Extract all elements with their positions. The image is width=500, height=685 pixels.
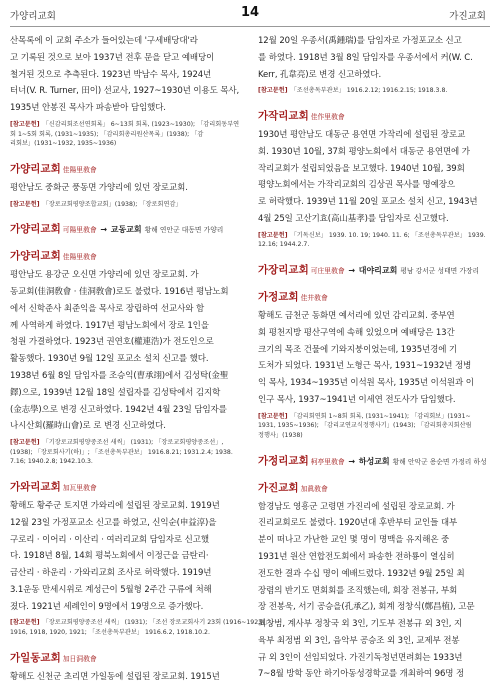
note-line: 12.16; 1944.2.7.: [258, 241, 310, 249]
entry-title-hanja: 佳陽里敎會: [62, 165, 97, 174]
text-line: 1930년 평안남도 대동군 용연면 가작리에 설립된 장로교: [258, 129, 466, 140]
cross-reference: 대야리교회: [358, 265, 398, 275]
text-line: 장렴의 반기도 면회회를 조직했는데, 회장 전봉규, 부회: [258, 585, 458, 596]
reference-note: [258, 231, 490, 250]
text-line: 산목록에 이 교회 주소가 들어있는데 '구세배당대'라: [10, 36, 198, 46]
cross-reference-location: 황해 안악군 용순면 가정리 하성: [392, 457, 487, 466]
reference-tag: [참고문헌]: [10, 120, 40, 128]
text-line: 다. 1918년 8월, 14회 평북노회에서 이정근을 금탄리·: [10, 551, 209, 562]
left-column: [10, 33, 273, 682]
continued-paragraph: [10, 33, 240, 117]
text-line: 육부 최정범 외 3인, 음악부 공승조 외 3인, 교제부 전봉: [258, 635, 460, 646]
text-line: 회. 1930년 10월, 37회 평양노회에서 대동군 용연면에 가: [258, 146, 470, 157]
note-line: 「감리회연회 1~8회 회록, (1931~1941); 「감리회보」(1931~: [290, 412, 471, 420]
right-column: [258, 33, 490, 680]
text-line: 최창범, 계사부 정창국 외 3인, 기도부 전봉규 외 3인, 지: [258, 619, 463, 630]
text-line: 구로리 · 이어리 · 이산리 · 여러리교회 담임자로 신고했: [10, 534, 209, 545]
header-right-title: 가진교회: [449, 11, 486, 22]
entry-title-hanja: 可庄里敎會: [310, 266, 345, 275]
text-line: 분이 떠나고 가난한 교인 몇 명이 명맥을 유지해온 중: [258, 535, 450, 546]
text-line: 평양노회에서는 가작리교회의 김상권 목사를 명예장으: [258, 180, 455, 191]
text-line: 회 평천지방 평산구역에 속해 있었으며 예배당은 13간: [258, 327, 455, 338]
text-line: 7~8월 방학 동안 하기아동성경학교를 개최하여 96명 정: [258, 669, 465, 680]
note-line: 7.16; 1940.2.8; 1942.10.3.: [10, 458, 93, 466]
note-line: 「기독신보」 1939. 10. 19; 1940. 11. 6; 「조선총독부관보」 1939.: [290, 231, 486, 239]
note-line: 「장로교회평양조합교회」(1938); 「장로회연감」: [42, 200, 182, 208]
text-line: 활동했다. 1930년 9월 12일 포교소 설치 신고를 했다.: [10, 354, 209, 365]
entry-title: [10, 161, 240, 176]
entry-title-text: 가일동교회: [10, 651, 61, 664]
entry-title: [10, 248, 240, 263]
text-line: 나시산회(羅時山會)로 로 변경 신고하였다.: [10, 421, 166, 432]
note-line: 「장로교회평양중조선 새씩」 (1931); 「조선 장로교회사기 23회 (1916~1923)」,: [42, 619, 273, 627]
reference-note: [258, 412, 490, 441]
text-line: 동교회(佳洞敎會 · 佳洞敎會)로도 불렸다. 1916년 평남노회: [10, 286, 229, 297]
text-line: 진리교회로도 불렸다. 1920년대 후반부터 교인들 대부: [258, 518, 458, 529]
text-line: 청원 가결하였다. 1923년 권연호(權連浩)가 전도인으로: [10, 337, 214, 348]
page-number: 14: [240, 5, 260, 20]
text-line: 황해도 신천군 초리면 가일동에 설립된 장로교회. 1915년: [10, 671, 220, 682]
text-line: 터너(V. R. Turner, 田이) 선교사, 1927~1930년 이용도 목사,: [10, 86, 240, 97]
entry-title-text: 가장리교회: [258, 263, 309, 276]
note-line: 정행사」(1938): [258, 431, 303, 439]
entry-body: [258, 499, 490, 684]
entry-title: [10, 650, 240, 665]
text-line: 1931년 원산 연합전도회에서 파송한 전하룡이 열심히: [258, 551, 455, 562]
text-line: 1938년 6월 8일 담임자를 조승익(曺承翊)에서 김성탁(金聖: [10, 370, 229, 381]
entry-title-text: 가양리교회: [10, 223, 61, 236]
reference-note: [10, 618, 273, 637]
entry-body: [258, 127, 490, 228]
text-line: 고 기록된 것으로 보아 1937년 전후 문을 닫고 예배당이: [10, 52, 215, 63]
reference-note: [10, 120, 240, 149]
cross-reference: 교동교회: [110, 225, 142, 235]
entry-title-text: 가양리교회: [10, 250, 61, 263]
text-line: 황해도 금천군 동화면 예서리에 있던 감리교회. 중부연: [258, 310, 455, 321]
entry-title-text: 가정교회: [258, 290, 299, 303]
reference-tag: [참고문헌]: [258, 87, 288, 95]
text-line: 인구 목사, 1937~1941년 이세연 전도사가 담임했다.: [258, 394, 456, 405]
reference-note: [10, 438, 240, 467]
entry-title: [258, 480, 490, 495]
reference-note: [10, 200, 240, 210]
text-line: 졌다. 1921년 세례인이 9명에서 19명으로 증가했다.: [10, 601, 204, 612]
entry-body: [10, 180, 240, 197]
header-left-title: 가양리교회: [10, 11, 56, 22]
cross-reference: 하성교회: [358, 456, 390, 466]
entry-title: [258, 289, 490, 304]
text-line: 평안남도 용강군 오신면 가양리에 있던 장로교회. 가: [10, 270, 199, 281]
entry-title-crossref: [258, 453, 490, 468]
entry-body: [10, 669, 240, 685]
text-line: 1935년 안봉진 목사가 파송받아 담임했다.: [10, 103, 166, 114]
text-line: 익 목사, 1934~1935년 이석원 목사, 1935년 이석원과 이: [258, 378, 474, 389]
note-line: 1916, 1918, 1920, 1921; 「조선총독부관보」 1916.6.2, 1918.10.2.: [10, 629, 210, 637]
entry-title-hanja: 佳井敎會: [300, 293, 328, 302]
entry-body: [10, 498, 240, 616]
arrow-icon: →: [100, 225, 108, 235]
reference-tag: [참고문헌]: [10, 619, 40, 627]
text-line: 12월 20일 우종서(禹鍾瑞)를 담임자로 가정포교소 신고: [258, 36, 462, 46]
note-line: 회 1~5회 회록, (1931~1935); 「감리회총리원산목록」(1938); 「감: [10, 130, 204, 138]
text-line: 도처가 되었다. 1931년 노형근 목사, 1931~1932년 정병: [258, 361, 472, 372]
continued-paragraph: [258, 33, 490, 83]
header-rule: [10, 26, 490, 27]
entry-title-text: 가와리교회: [10, 480, 61, 493]
entry-title-hanja: 可陽里敎會: [62, 226, 97, 235]
cross-reference-location: 황해 연안군 대동면 가양리: [144, 226, 224, 235]
text-line: 철거된 것으로 추측된다. 1923년 박남수 목사, 1924년: [10, 69, 212, 80]
entry-body: [10, 267, 240, 435]
arrow-icon: →: [348, 265, 356, 275]
entry-title: [258, 108, 490, 123]
text-line: 를 하였다. 1918년 3월 8일 담임자를 우종서에서 커(W. C.: [258, 52, 473, 63]
entry-body: [258, 308, 490, 409]
entry-title-hanja: 柯亭里敎會: [310, 457, 345, 466]
note-line: 「신감리회조선연회록」 6~13회 회록, (1923~1930); 「감리회동부연: [42, 120, 240, 128]
text-line: 규 외 3인이 선임되었다. 가진기독청년면려회는 1933년: [258, 652, 463, 663]
entry-title: [10, 479, 240, 494]
entry-title-hanja: 加日洞敎會: [62, 654, 97, 663]
entry-title-text: 가진교회: [258, 481, 299, 494]
text-line: 전도한 결과 수십 명이 예배드렸다. 1932년 9월 25일 최: [258, 568, 465, 579]
text-line: 평안남도 중화군 풍동면 가양리에 있던 장로교회.: [10, 182, 188, 193]
reference-tag: [참고문헌]: [258, 412, 288, 420]
arrow-icon: →: [348, 456, 356, 466]
reference-tag: [참고문헌]: [10, 439, 40, 447]
reference-tag: [참고문헌]: [10, 200, 40, 208]
text-line: 3.1운동 만세시위로 계성근이 5월형 2주간 구류에 처해: [10, 584, 212, 595]
entry-title-text: 가양리교회: [10, 162, 61, 175]
entry-title-crossref: [258, 262, 490, 277]
text-line: 금산리 · 하운리 · 가와리교회 조사로 허락했다. 1919년: [10, 568, 212, 579]
note-line: (1938); 「장로회사기(하)」; 「조선총독부관보」 1916.8.21; 1931.2.4; 1938.: [10, 448, 233, 456]
text-line: 에서 신학준사 최준익을 목사로 장립하여 선교사와 함: [10, 303, 205, 314]
text-line: 鐸)으로, 1939년 12월 18일 설립자를 김성탁에서 김지학: [10, 387, 221, 398]
reference-note: [258, 86, 490, 96]
text-line: Kerr, 孔韋亮)로 변경 신고하였다.: [258, 69, 382, 80]
text-line: 작리교회가 설립되었음을 보고했다. 1940년 10월, 39회: [258, 163, 465, 174]
text-line: 황해도 황주군 토지면 가와리에 설립된 장로교회. 1919년: [10, 500, 220, 511]
entry-title-hanja: 佳作里敎會: [310, 112, 345, 121]
entry-title-text: 가작리교회: [258, 109, 309, 122]
note-line: 1931, 1935~1936); 「감리교연교식정행사기」(1943); 「감리회총지회산림: [258, 422, 472, 430]
text-line: 4월 25일 고산기효(高山基孝)를 담임자로 신고했다.: [258, 213, 449, 224]
text-line: 함경남도 영흥군 고령면 가진리에 설립된 장로교회. 가: [258, 501, 455, 512]
text-line: 12월 23일 가정포교소 신고를 하였고, 신익순(申益淳)을: [10, 517, 217, 528]
text-line: 크기의 목조 건물에 기와지붕이었는데, 1935년경에 기: [258, 344, 458, 355]
reference-tag: [참고문헌]: [258, 231, 288, 239]
text-line: 장 전봉욱, 서기 공승을(孔承乙), 회계 정창식(鄭昌植), 고문: [258, 602, 475, 613]
running-header: [0, 0, 500, 30]
entry-title-hanja: 加瓦里敎會: [62, 483, 97, 492]
note-line: 리회보」(1931~1932, 1935~1936): [10, 140, 117, 148]
text-line: (金志學)으로 변경 신고하였다. 1942년 4월 23일 담임자를: [10, 404, 227, 415]
entry-title-text: 가정리교회: [258, 454, 309, 467]
entry-title-hanja: 加眞敎會: [300, 484, 328, 493]
text-line: 로 허락했다. 1939년 11월 20일 포교소 설치 신고, 1943년: [258, 197, 478, 208]
note-line: 「조선총독부관보」 1916.2.12; 1916.2.15; 1918.3.8.: [290, 87, 448, 95]
entry-title-crossref: [10, 221, 240, 236]
cross-reference-location: 평남 강서군 성태면 가장리: [400, 266, 480, 275]
note-line: 「기장로교회평양중조선 새씩」 (1931); 「장로교회평양중조선」,: [42, 439, 224, 447]
entry-title-hanja: 佳陽里敎會: [62, 253, 97, 262]
text-line: 께 사역하게 하였다. 1917년 평남노회에서 장로 1인을: [10, 320, 209, 331]
